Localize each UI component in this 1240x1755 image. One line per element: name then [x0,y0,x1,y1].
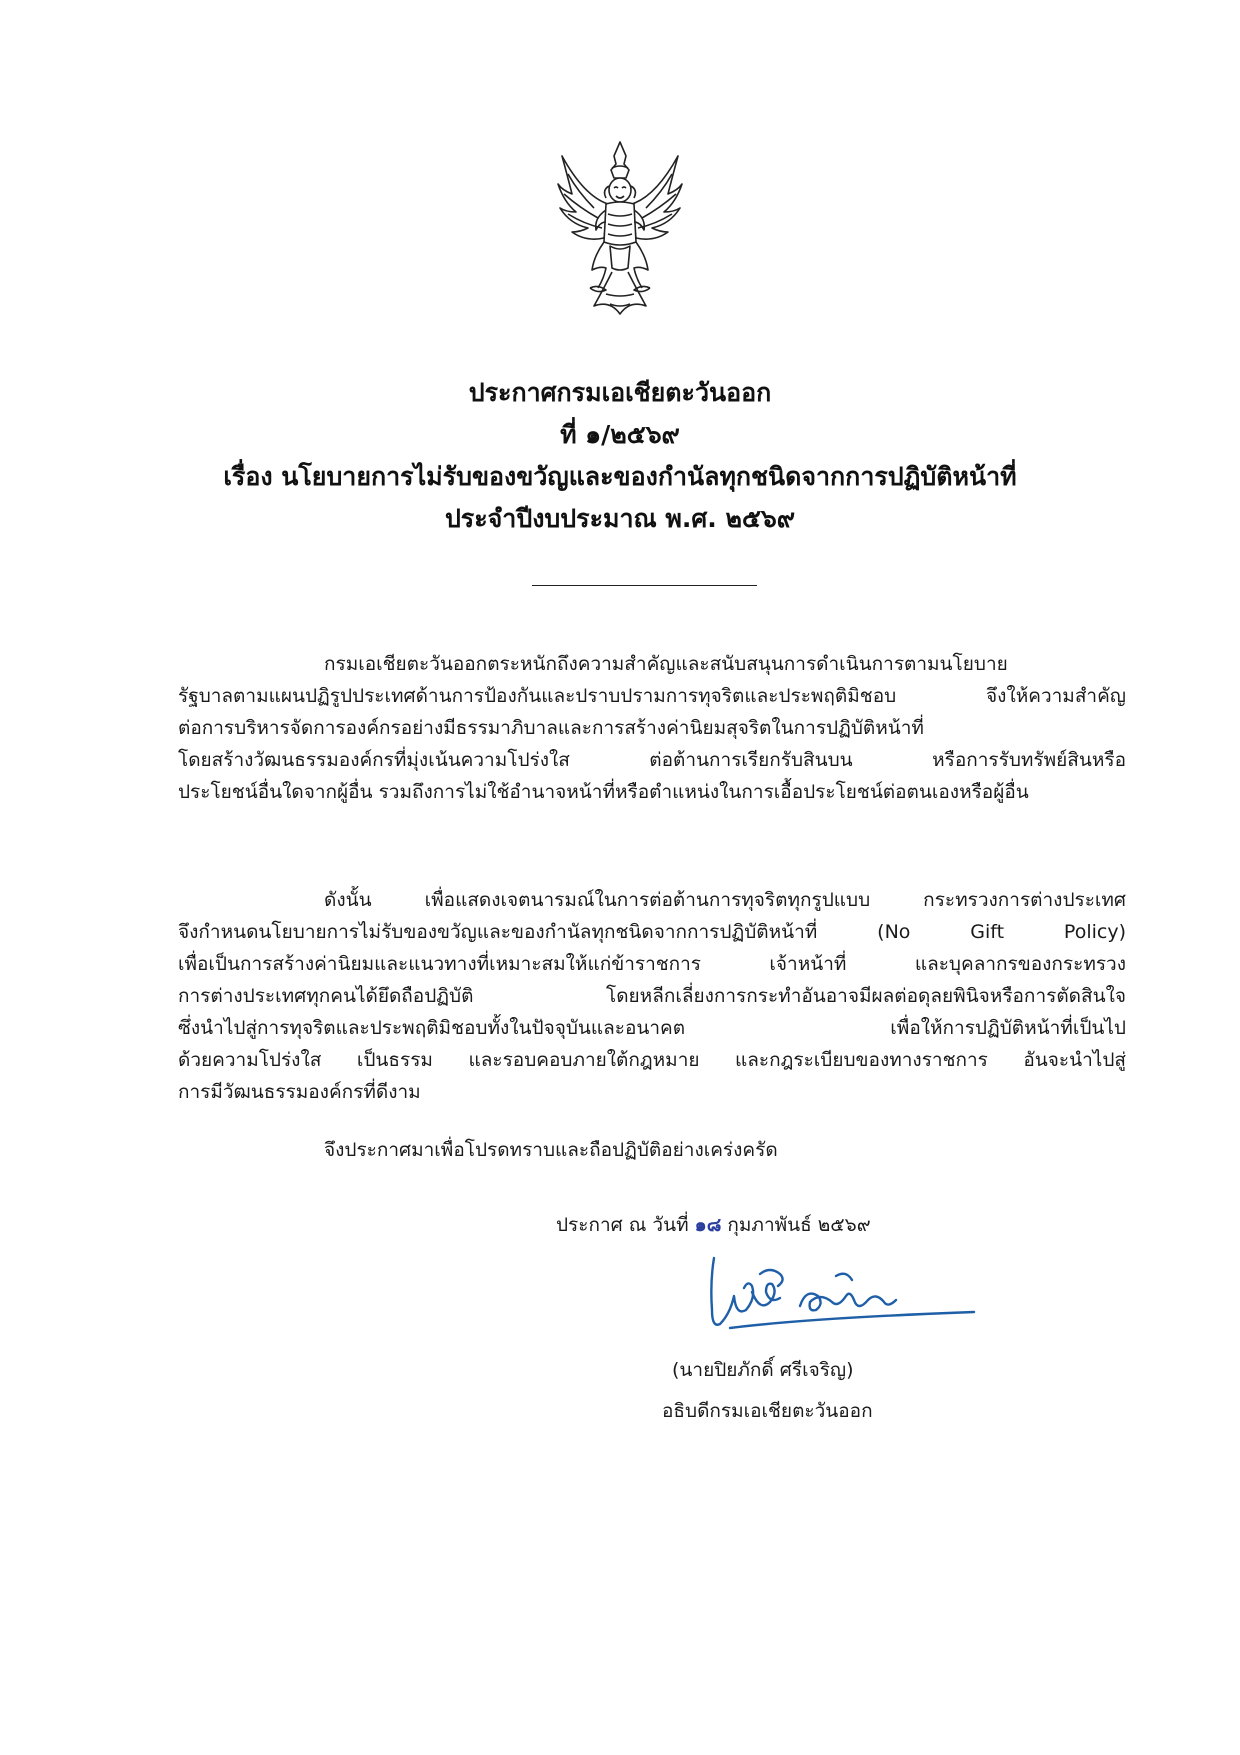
paragraph-1 [178,648,1126,808]
signatory-title: อธิบดีกรมเอเชียตะวันออก [662,1400,873,1422]
paragraph-line: รัฐบาลตามแผนปฏิรูปประเทศด้านการป้องกันและปราบปรามการทุจริตและประพฤติมิชอบ จึงให้ความสำคัญ [178,685,1126,707]
date-prefix: ประกาศ ณ วันที่ [556,1214,689,1236]
date-day: ๑๘ [694,1214,722,1236]
paragraph-line: โดยสร้างวัฒนธรรมองค์กรที่มุ่งเน้นความโปร่งใส ต่อต้านการเรียกรับสินบน หรือการรับทรัพย์สินหรือ [178,749,1126,771]
signatory-name: (นายปิยภักดิ์ ศรีเจริญ) [672,1359,854,1381]
paragraph-line: เพื่อเป็นการสร้างค่านิยมและแนวทางที่เหมาะสมให้แก่ข้าราชการ เจ้าหน้าที่ และบุคลากรของกระทรวง [178,953,1126,975]
paragraph-2 [178,884,1126,1108]
announcement-date [556,1209,871,1241]
paragraph-line: ดังนั้น เพื่อแสดงเจตนารมณ์ในการต่อต้านการทุจริตทุกรูปแบบ กระทรวงการต่างประเทศ [324,889,1126,911]
announcement-heading [120,372,1120,540]
paragraph-line: ต่อการบริหารจัดการองค์กรอย่างมีธรรมาภิบาลและการสร้างค่านิยมสุจริตในการปฏิบัติหน้าที่ [178,717,924,739]
paragraph-line: กรมเอเชียตะวันออกตระหนักถึงความสำคัญและสนับสนุนการดำเนินการตามนโยบาย [324,653,1008,675]
heading-divider [532,585,757,586]
paragraph-line: การมีวัฒนธรรมองค์กรที่ดีงาม [178,1081,421,1103]
paragraph-line: การต่างประเทศทุกคนได้ยึดถือปฏิบัติ โดยหลีกเลี่ยงการกระทำอันอาจมีผลต่อดุลยพินิจหรือการตัดสินใจ [178,985,1126,1007]
handwritten-signature [690,1252,980,1362]
heading-number: ที่ ๑/๒๕๖๙ [560,420,680,449]
paragraph-line: จึงกำหนดนโยบายการไม่รับของขวัญและของกำนัลทุกชนิดจากการปฏิบัติหน้าที่ (No Gift Policy) [178,921,1126,943]
date-month-year: กุมภาพันธ์ ๒๕๖๙ [727,1214,871,1236]
heading-agency: ประกาศกรมเอเชียตะวันออก [468,378,772,407]
paragraph-line: ซึ่งนำไปสู่การทุจริตและประพฤติมิชอบทั้งในปัจจุบันและอนาคต เพื่อให้การปฏิบัติหน้าที่เป็นไป [178,1017,1126,1039]
heading-subject: เรื่อง นโยบายการไม่รับของขวัญและของกำนัลทุกชนิดจากการปฏิบัติหน้าที่ [223,462,1017,491]
garuda-emblem-icon [554,138,686,318]
paragraph-line: ด้วยความโปร่งใส เป็นธรรม และรอบคอบภายใต้กฎหมาย และกฎระเบียบของทางราชการ อันจะนำไปสู่ [178,1049,1126,1071]
paragraph-line: ประโยชน์อื่นใดจากผู้อื่น รวมถึงการไม่ใช้อำนาจหน้าที่หรือตำแหน่งในการเอื้อประโยชน์ต่อตนเองหรือผู้อื่น [178,781,1029,803]
closing-statement: จึงประกาศมาเพื่อโปรดทราบและถือปฏิบัติอย่างเคร่งครัด [324,1139,778,1161]
heading-fiscal-year: ประจำปีงบประมาณ พ.ศ. ๒๕๖๙ [444,504,796,533]
